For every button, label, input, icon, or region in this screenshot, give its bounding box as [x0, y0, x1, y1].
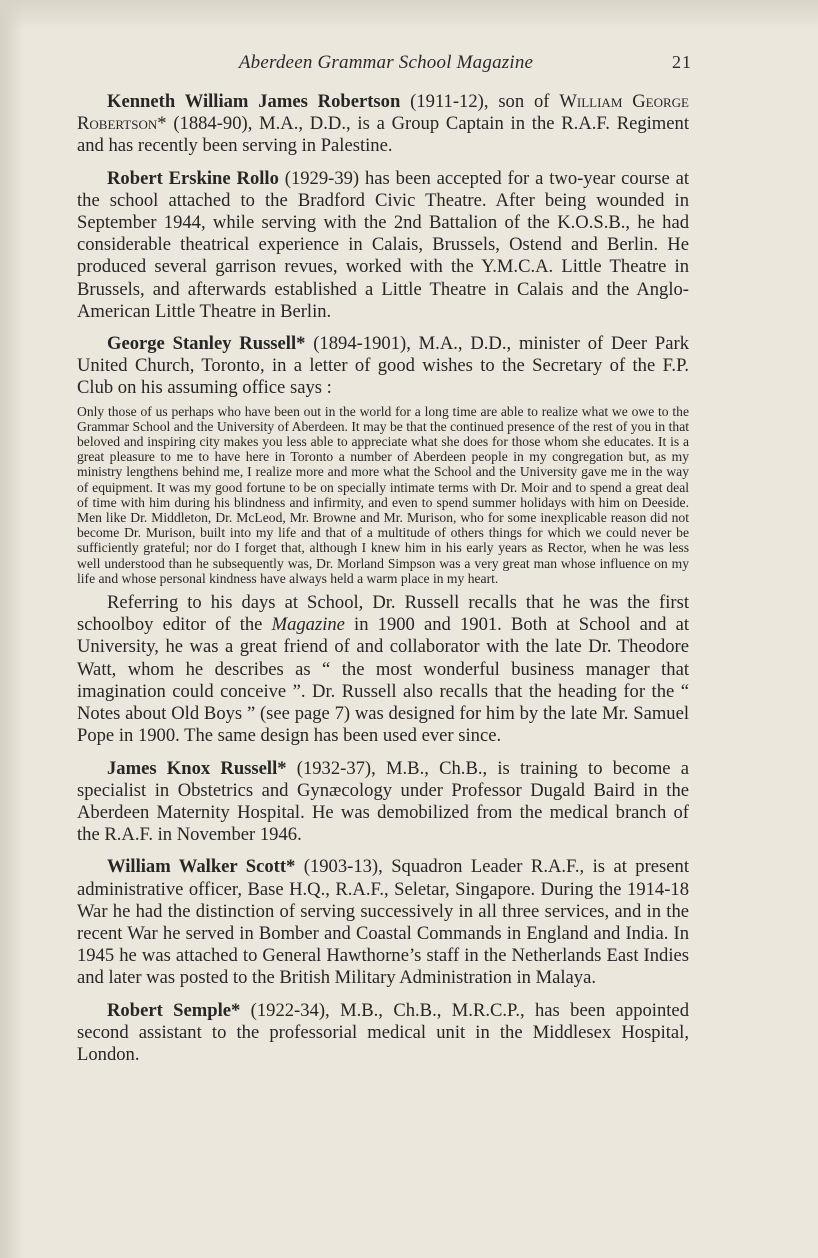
entry-james-russell — [77, 758, 689, 847]
magazine-reference: Magazine — [271, 614, 345, 636]
entry-name: Robert Semple* — [107, 999, 241, 1021]
entry-rollo — [77, 168, 689, 323]
entry-name: James Knox Russell* — [107, 757, 287, 779]
entry-father-name: William George Robertson* — [77, 91, 689, 135]
article-body — [77, 91, 689, 1076]
entry-text: (1922-34), M.B., Ch.B., M.R.C.P., has been appointed second assistant to the professorial medical unit in the Middlesex Hospital, London. — [77, 999, 689, 1065]
entry-text: (1929-39) has been accepted for a two-year course at the school attached to the Bradford Civic Theatre. After being wounded in September 1944, while serving with the 2nd Battalion of the K.O.S.B., he had considerable theatrical experience in Calais, Brussels, Ostend and Berlin. He produced several garrison revues, worked with the Y.M.C.A. Little Theatre in Brussels, and afterwards established a Little Theatre in Calais and the Anglo-American Little Theatre in Berlin. — [77, 167, 690, 322]
entry-robertson — [77, 91, 689, 158]
entry-name: Kenneth William James Robertson — [107, 91, 401, 112]
entry-george-russell — [77, 333, 689, 400]
entry-name: William Walker Scott* — [107, 856, 296, 878]
entry-text: (1894-1901), M.A., D.D., minister of Deer Park United Church, Toronto, in a letter of good wishes to the Secretary of the F.P. Club on his assuming office says : — [77, 333, 689, 399]
magazine-title: Aberdeen Grammar School Magazine — [238, 52, 534, 73]
entry-text: (1903-13), Squadron Leader R.A.F., is at present administrative officer, Base H.Q., R.A.F., Seletar, Singapore. During the 1914-18 War he had the distinction of serving successively in all three services, and in the recent War he served in Bomber and Coastal Commands in England and India. In 1945 he was attached to General Hawthorne’s staff in the Netherlands East Indies and later was posted to the British Military Administration in Malaya. — [77, 856, 689, 989]
letter-quotation: Only those of us perhaps who have been out in the world for a long time are able to realize what we owe to the Grammar School and the University of Aberdeen. It may be that the continued presence of the rest of you in that beloved and inspiring city makes you less able to appreciate what she does for those whom she educates. It is a great pleasure to me to have here in Toronto a number of Aberdeen people in my congregation but, as my ministry lengthens behind me, I realize more and more what the School and the University gave me in the way of equipment. It was my good fortune to be on specially intimate terms with Dr. Moir and to spend a great deal of time with him during his blindness and infirmity, and even to spend summer holidays with him on Deeside. Men like Dr. Middleton, Dr. McLeod, Mr. Browne and Mr. Murison, who for some inexplicable reason did not become Dr. Murison, built into my life and that of a multitude of others things for which we could never be sufficiently grateful; nor do I forget that, although I knew him in his early years as Rector, when he was less well understood than he subsequently was, Dr. Morland Simpson was a very great man whose influence on my life and whose personal kindness have always held a warm place in my heart. — [77, 403, 689, 586]
entry-text: in 1900 and 1901. Both at School and at University, he was a great friend of and collaborator with the late Dr. Theodore Watt, whom he describes as “ the most wonderful business manager that imagination could conceive ”. Dr. Russell also recalls that the heading for the “ Notes about Old Boys ” (see page 7) was designed for him by the late Mr. Samuel Pope in 1900. The same design has been used ever since. — [77, 614, 689, 747]
entry-text: (1884-90), M.A., D.D., is a Group Captain in the R.A.F. Regiment and has recently been serving in Palestine. — [77, 113, 689, 157]
page-number: 21 — [672, 52, 692, 72]
entry-semple — [77, 1000, 689, 1067]
entry-name: Robert Erskine Rollo — [107, 167, 279, 189]
entry-scott — [77, 856, 689, 989]
running-header — [80, 52, 692, 82]
page-top-shadow — [0, 0, 818, 30]
entry-text: Referring to his days at School, Dr. Russell recalls that he was the first schoolboy editor of the — [77, 592, 689, 636]
entry-dates: (1911-12), son of — [400, 91, 560, 112]
entry-text: (1932-37), M.B., Ch.B., is training to become a specialist in Obstetrics and Gynæcology under Professor Dugald Baird in the Aberdeen Maternity Hospital. He was demobilized from the medical branch of the R.A.F. in November 1946. — [77, 757, 690, 846]
page-edge-shadow — [0, 0, 24, 1258]
entry-name: George Stanley Russell* — [107, 333, 306, 355]
entry-russell-recollections — [77, 592, 689, 747]
